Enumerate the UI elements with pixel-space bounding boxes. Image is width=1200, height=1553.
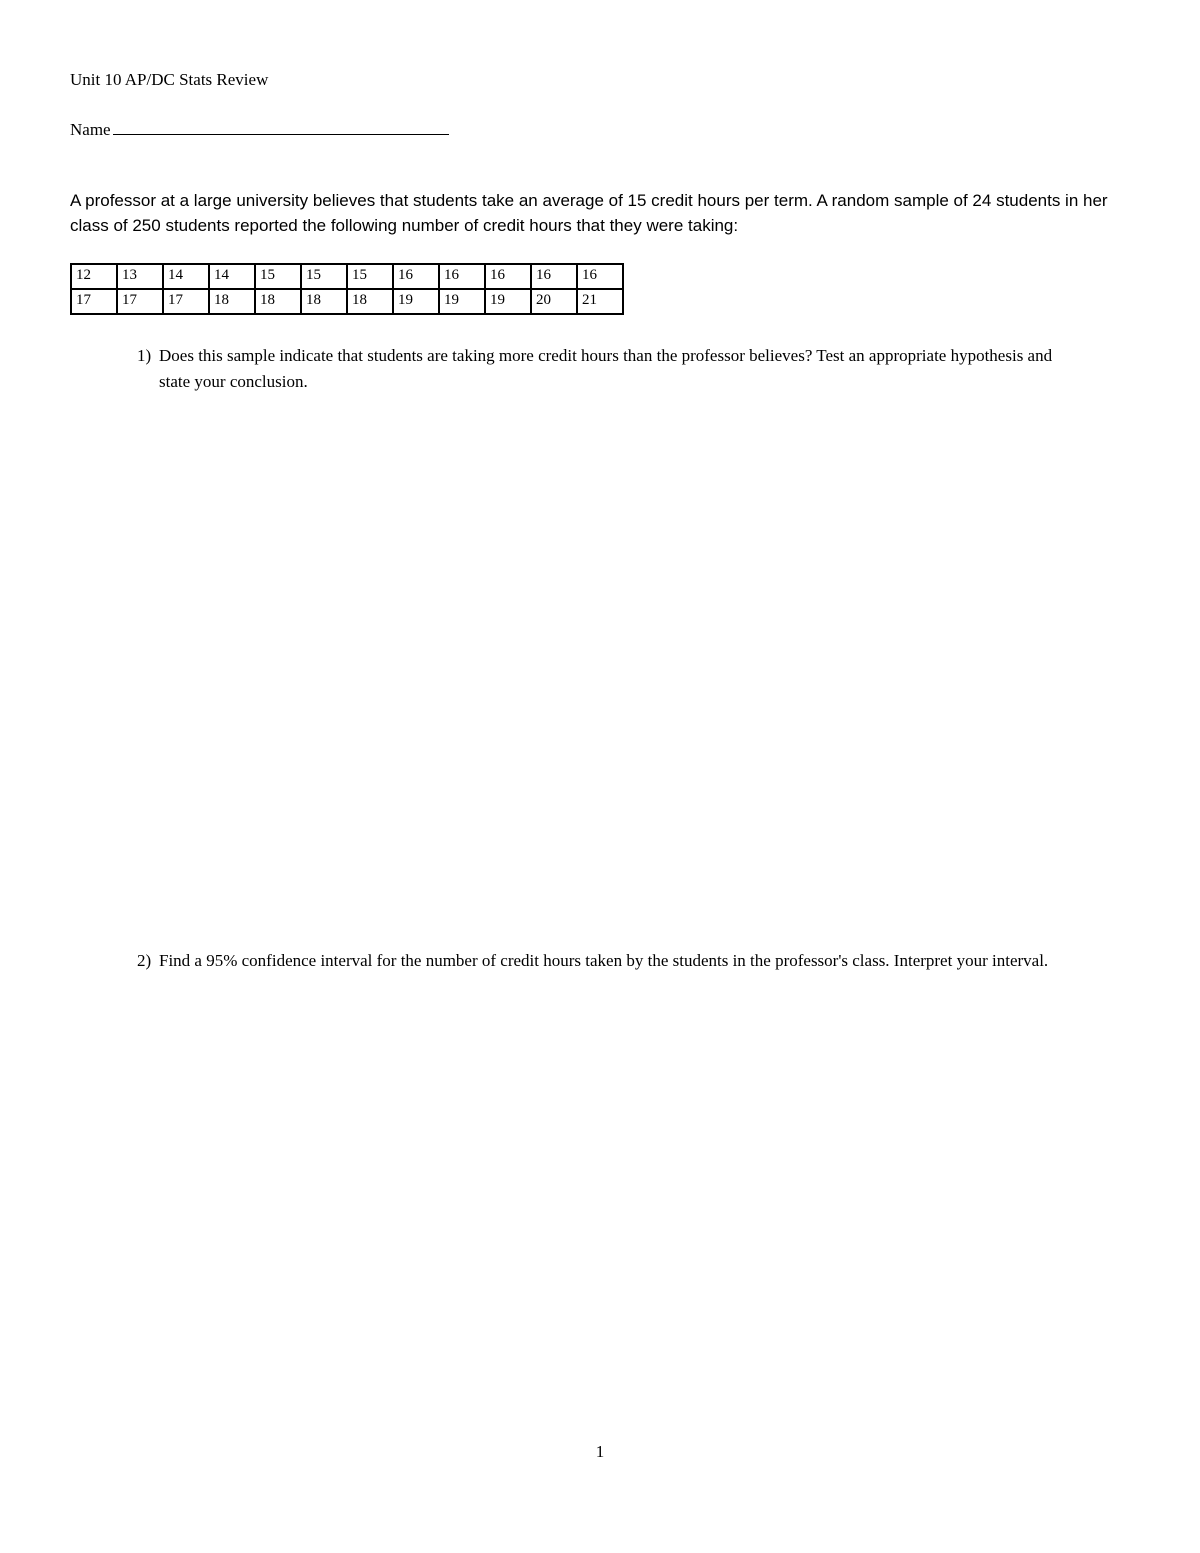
table-cell: 18 — [255, 289, 301, 314]
name-blank-line[interactable] — [113, 118, 449, 135]
table-cell: 14 — [209, 264, 255, 289]
table-cell: 17 — [71, 289, 117, 314]
credit-hours-table-body — [71, 264, 623, 314]
worksheet-title: Unit 10 AP/DC Stats Review — [70, 70, 269, 89]
table-cell: 14 — [163, 264, 209, 289]
table-cell: 15 — [301, 264, 347, 289]
table-cell: 15 — [255, 264, 301, 289]
table-cell: 16 — [439, 264, 485, 289]
table-cell: 15 — [347, 264, 393, 289]
name-label: Name — [70, 120, 111, 139]
table-cell: 17 — [117, 289, 163, 314]
table-cell: 13 — [117, 264, 163, 289]
question-1 — [137, 343, 1077, 395]
table-cell: 16 — [485, 264, 531, 289]
table-cell: 19 — [439, 289, 485, 314]
table-cell: 20 — [531, 289, 577, 314]
question-2 — [137, 948, 1077, 974]
table-row — [71, 289, 623, 314]
question-2-text: Find a 95% confidence interval for the number of credit hours taken by the students in the professor's class. Interpret your interval. — [159, 951, 1049, 970]
table-cell: 12 — [71, 264, 117, 289]
question-1-text: Does this sample indicate that students are taking more credit hours than the professor believes? Test an appropriate hypothesis and state your conclusion. — [159, 346, 1053, 391]
table-cell: 18 — [347, 289, 393, 314]
table-cell: 16 — [577, 264, 623, 289]
table-cell: 16 — [531, 264, 577, 289]
page-number: 1 — [595, 1442, 605, 1461]
table-cell: 18 — [209, 289, 255, 314]
question-2-number: 2) — [137, 951, 152, 970]
table-cell: 19 — [393, 289, 439, 314]
table-cell: 17 — [163, 289, 209, 314]
table-cell: 19 — [485, 289, 531, 314]
table-cell: 21 — [577, 289, 623, 314]
table-cell: 16 — [393, 264, 439, 289]
table-cell: 18 — [301, 289, 347, 314]
problem-intro: A professor at a large university believes that students take an average of 15 credit hours per term. A random sample of 24 students in her class of 250 students reported the following number of credit hours that they were taking: — [70, 191, 1108, 235]
question-1-number: 1) — [137, 346, 152, 365]
credit-hours-table — [70, 263, 624, 315]
table-row — [71, 264, 623, 289]
name-field[interactable] — [70, 118, 449, 140]
